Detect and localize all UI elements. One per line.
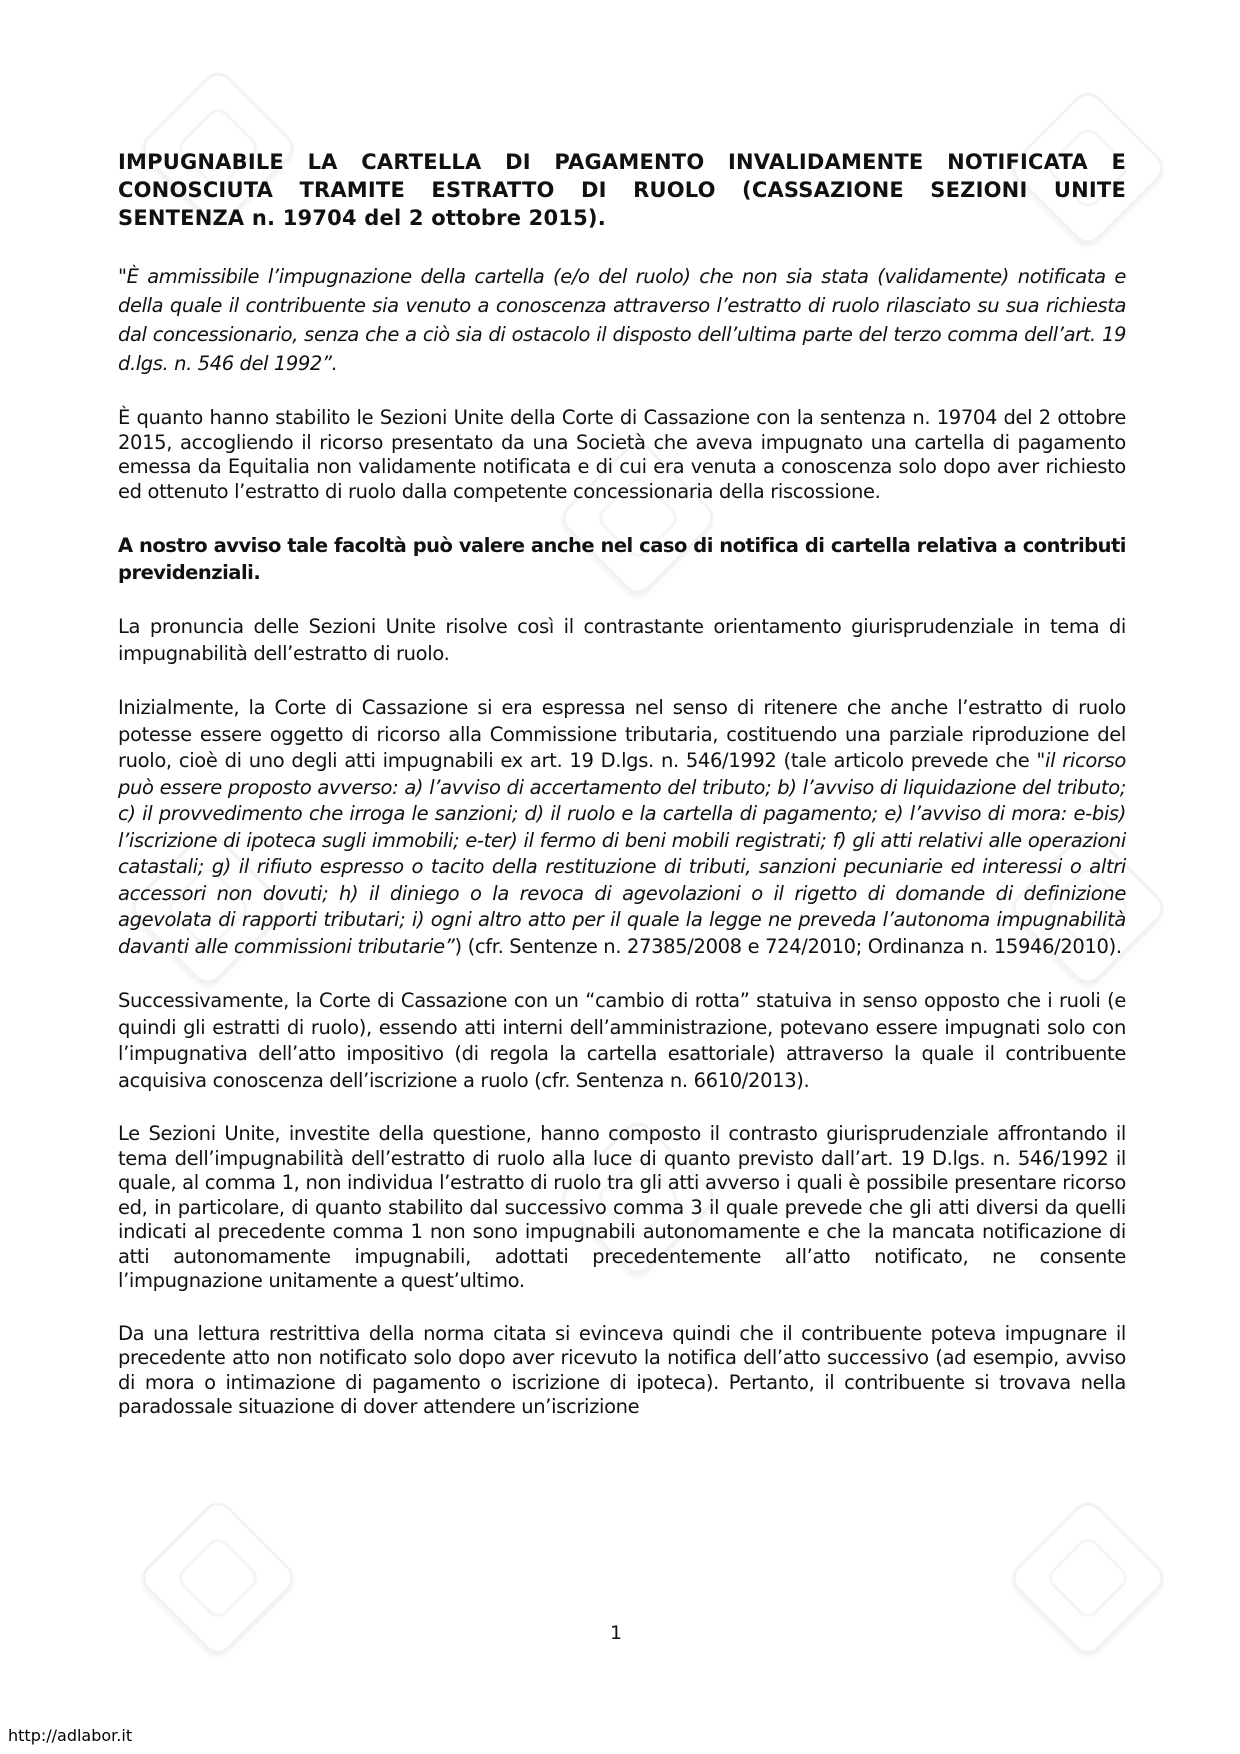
art19-quote: "il ricorso può essere proposto avverso: a) l’avviso di accertamento del tributo; b) l’avviso di liquidazione del tributo; c) il provvedimento che irroga le sanzioni; d) il ruolo e la cartella di pagamento; e) l’avviso di mora: e-bis) l’iscrizione di ipoteca sugli immobili; e-ter) il fermo di beni mobili registrati; f) gli atti relativi alle operazioni catastali; g) il rifiuto espresso o tacito della restituzione di tributi, sanzioni pecuniarie ed interessi o altri accessori non dovuti; h) il diniego o la revoca di agevolazioni o il rigetto di domande di definizione agevolata di rapporti tributari; i) ogni altro atto per il quale la legge ne preveda l’autonoma impugnabilità davanti alle commissioni tributarie” (118, 749, 1126, 958)
paragraph-inizialmente-citation: ) (cfr. Sentenze n. 27385/2008 e 724/2010; Ordinanza n. 15946/2010). (454, 934, 1122, 958)
opening-quote: "È ammissibile l’impugnazione della cartella (e/o del ruolo) che non sia stata (validamente) notificata e della quale il contribuente sia venuto a conoscenza attraverso l’estratto di ruolo rilasciato su sua richiesta dal concessionario, senza che a ciò sia di ostacolo il disposto dell’ultima parte del terzo comma dell’art. 19 d.lgs. n. 546 del 1992”. (118, 265, 1126, 375)
document-body (118, 148, 1126, 1448)
paragraph-inizialmente (118, 695, 1126, 960)
watermark-diamond-logo-icon (1006, 1496, 1170, 1660)
watermark-diamond-logo-icon (136, 1496, 300, 1660)
paragraph-sentenza: È quanto hanno stabilito le Sezioni Unite della Corte di Cassazione con la sentenza n. 19704 del 2 ottobre 2015, accogliendo il ricorso presentato da una Società che aveva impugnato una cartella di pagamento emessa da Equitalia non validamente notificata e di cui era venuta a conoscenza solo dopo aver richiesto ed ottenuto l’estratto di ruolo dalla competente concessionaria della riscossione. (118, 406, 1126, 503)
paragraph-opinion: A nostro avviso tale facoltà può valere anche nel caso di notifica di cartella relativa a contributi previdenziali. (118, 534, 1126, 584)
document-title: IMPUGNABILE LA CARTELLA DI PAGAMENTO INVALIDAMENTE NOTIFICATA E CONOSCIUTA TRAMITE ESTRATTO DI RUOLO (CASSAZIONE SEZIONI UNITE SENTENZA n. 19704 del 2 ottobre 2015). (118, 150, 1126, 230)
page-number: 1 (610, 1622, 623, 1644)
paragraph-inizialmente-text: Inizialmente, la Corte di Cassazione si era espressa nel senso di ritenere che anche l’estratto di ruolo potesse essere oggetto di ricorso alla Commissione tributaria, costituendo una parziale riproduzione del ruolo, cioè di uno degli atti impugnabili ex art. 19 D.lgs. n. 546/1992 (tale articolo prevede che (118, 696, 1126, 772)
paragraph-sezioni-unite: Le Sezioni Unite, investite della questione, hanno composto il contrasto giurisprudenziale affrontando il tema dell’impugnabilità dell’estratto di ruolo alla luce di quanto previsto dall’art. 19 D.lgs. n. 546/1992 il quale, al comma 1, non individua l’estratto di ruolo tra gli atti avverso i quali è possibile presentare ricorso ed, in particolare, di quanto stabilito dal successivo comma 3 il quale prevede che gli atti diversi da quelli indicati al precedente comma 1 non sono impugnabili autonomamente e che la mancata notificazione di atti autonomamente impugnabili, adottati precedentemente all’atto notificato, ne consente l’impugnazione unitamente a quest’ultimo. (118, 1122, 1126, 1292)
paragraph-successivamente: Successivamente, la Corte di Cassazione con un “cambio di rotta” statuiva in senso opposto che i ruoli (e quindi gli estratti di ruolo), essendo atti interni dell’amministrazione, potevano essere impugnati solo con l’impugnativa dell’atto impositivo (di regola la cartella esattoriale) attraverso la quale il contribuente acquisiva conoscenza dell’iscrizione a ruolo (cfr. Sentenza n. 6610/2013). (118, 989, 1126, 1092)
paragraph-pronuncia: La pronuncia delle Sezioni Unite risolve così il contrastante orientamento giurisprudenziale in tema di impugnabilità dell’estratto di ruolo. (118, 615, 1126, 665)
footer-url-link[interactable]: http://adlabor.it (8, 1726, 133, 1745)
paragraph-lettura-restrittiva: Da una lettura restrittiva della norma citata si evinceva quindi che il contribuente poteva impugnare il precedente atto non notificato solo dopo aver ricevuto la notifica dell’atto successivo (ad esempio, avviso di mora o intimazione di pagamento o iscrizione di ipoteca). Pertanto, il contribuente si trovava nella paradossale situazione di dover attendere un’iscrizione (118, 1321, 1126, 1418)
